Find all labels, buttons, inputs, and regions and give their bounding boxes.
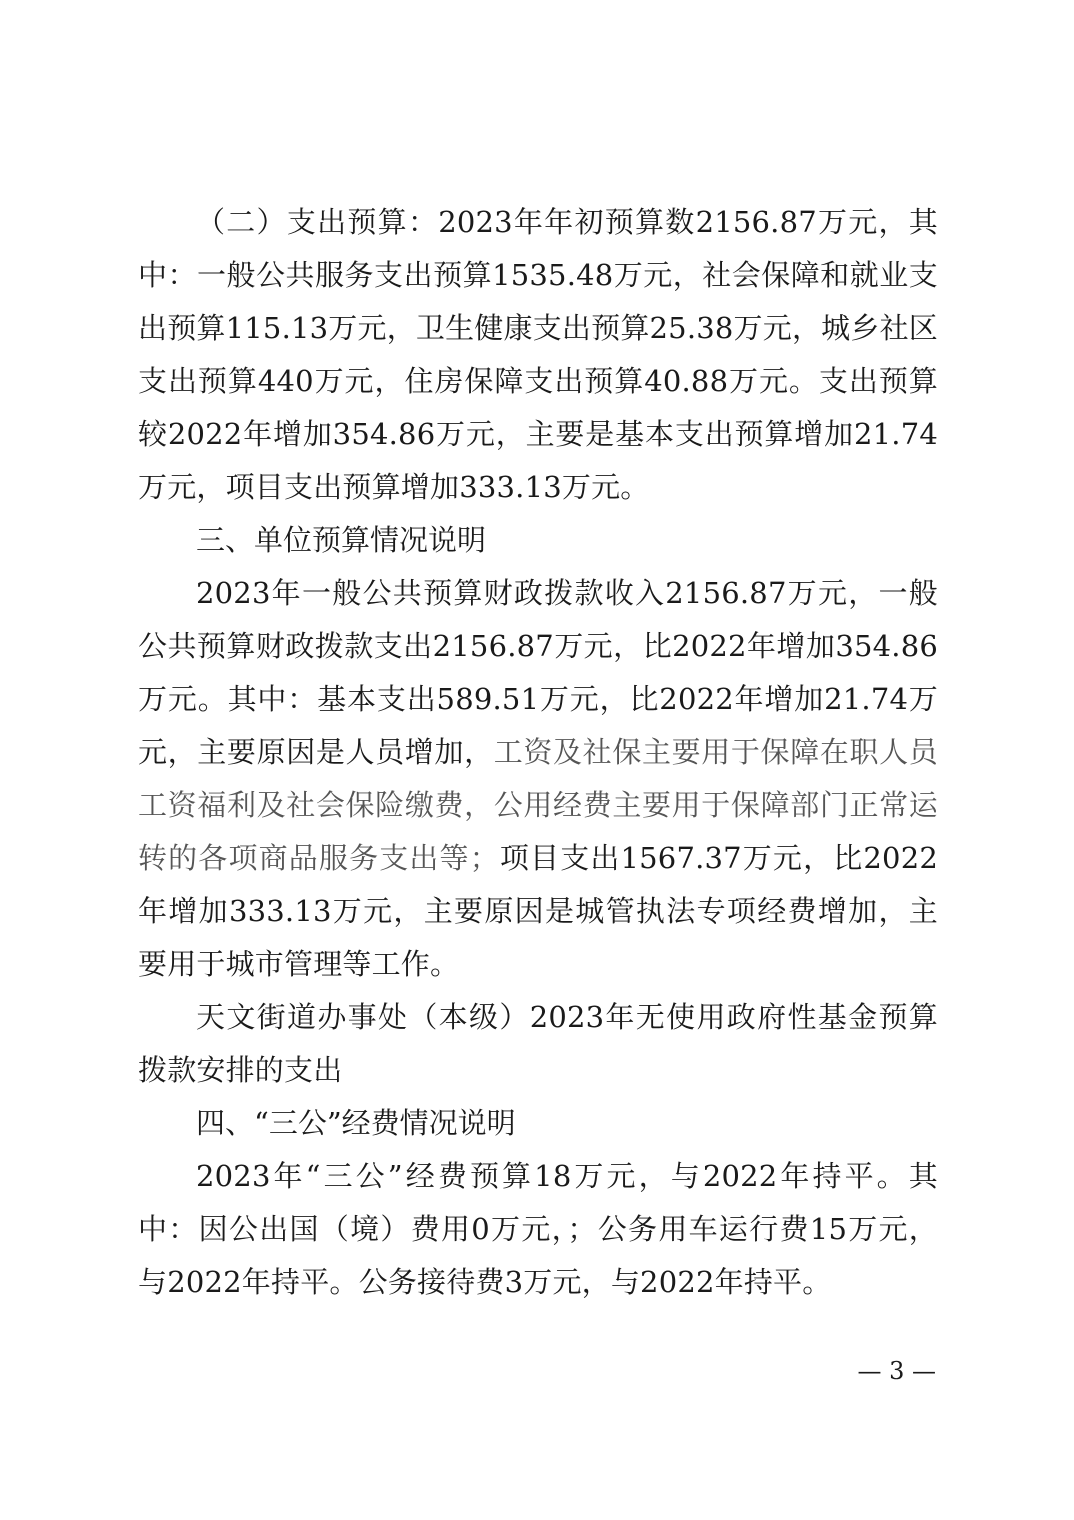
section-3-paragraph-2: 天文街道办事处（本级）2023年无使用政府性基金预算拨款安排的支出 — [138, 1000, 938, 1087]
section-3-paragraph-1-part-c: 项目支出1567.37万元，比2022年增加333.13万元，主要原因是城管执法专项经费增加，主要用于城市管理等工作。 — [138, 841, 939, 981]
section-4-heading: 四、“三公”经费情况说明 — [196, 1106, 516, 1140]
document-body — [138, 196, 938, 1309]
page-number: — 3 — — [857, 1357, 936, 1385]
section-4-paragraph-1: 2023年“三公”经费预算18万元，与2022年持平。其中：因公出国（境）费用0万元，；公务用车运行费15万元，与2022年持平。公务接待费3万元，与2022年持平。 — [138, 1159, 939, 1299]
expenditure-budget-paragraph: （二）支出预算：2023年年初预算数2156.87万元，其中：一般公共服务支出预算1535.48万元，社会保障和就业支出预算115.13万元，卫生健康支出预算25.38万元，城乡社区支出预算440万元，住房保障支出预算40.88万元。支出预算较2022年增加354.86万元，主要是基本支出预算增加21.74万元，项目支出预算增加333.13万元。 — [138, 205, 938, 504]
section-3-paragraph-1-part-b: 工资及社保主要用于保障在职人员工资福利及社会保险缴费，公用经费主要用于保障部门正常运转的各项商品服务支出等； — [138, 735, 938, 875]
section-3-paragraph-1-part-a: 2023年一般公共预算财政拨款收入2156.87万元，一般公共预算财政拨款支出2156.87万元，比2022年增加354.86万元。其中：基本支出589.51万元，比2022年增加21.74万元，主要原因是人员增加， — [138, 576, 938, 769]
section-3-heading: 三、单位预算情况说明 — [196, 523, 487, 557]
section-3-paragraph-1 — [138, 567, 938, 991]
